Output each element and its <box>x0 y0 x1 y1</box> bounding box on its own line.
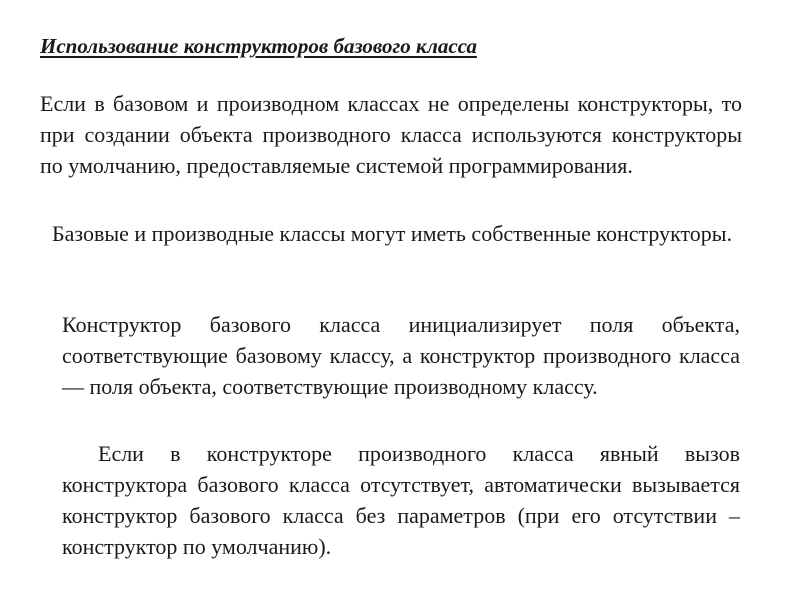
paragraph-default-constructors: Если в базовом и производном классах не определены конструкторы, то при создании объекта производного класса используются конструкторы по умолчанию, предоставляемые системой программирования. <box>40 91 742 178</box>
slide-title: Использование конструкторов базового класса <box>40 34 477 58</box>
paragraph-field-initialization: Конструктор базового класса инициализирует поля объекта, соответствующие базовому классу, а конструктор производного класса — поля объекта, соответствующие производному классу. <box>62 312 740 399</box>
paragraph-own-constructors: Базовые и производные классы могут иметь собственные конструкторы. <box>52 221 733 246</box>
paragraph-implicit-base-call: Если в конструкторе производного класса явный вызов конструктора базового класса отсутствует, автоматически вызывается конструктор базового класса без параметров (при его отсутствии – конструктор по умолчанию). <box>62 441 740 559</box>
